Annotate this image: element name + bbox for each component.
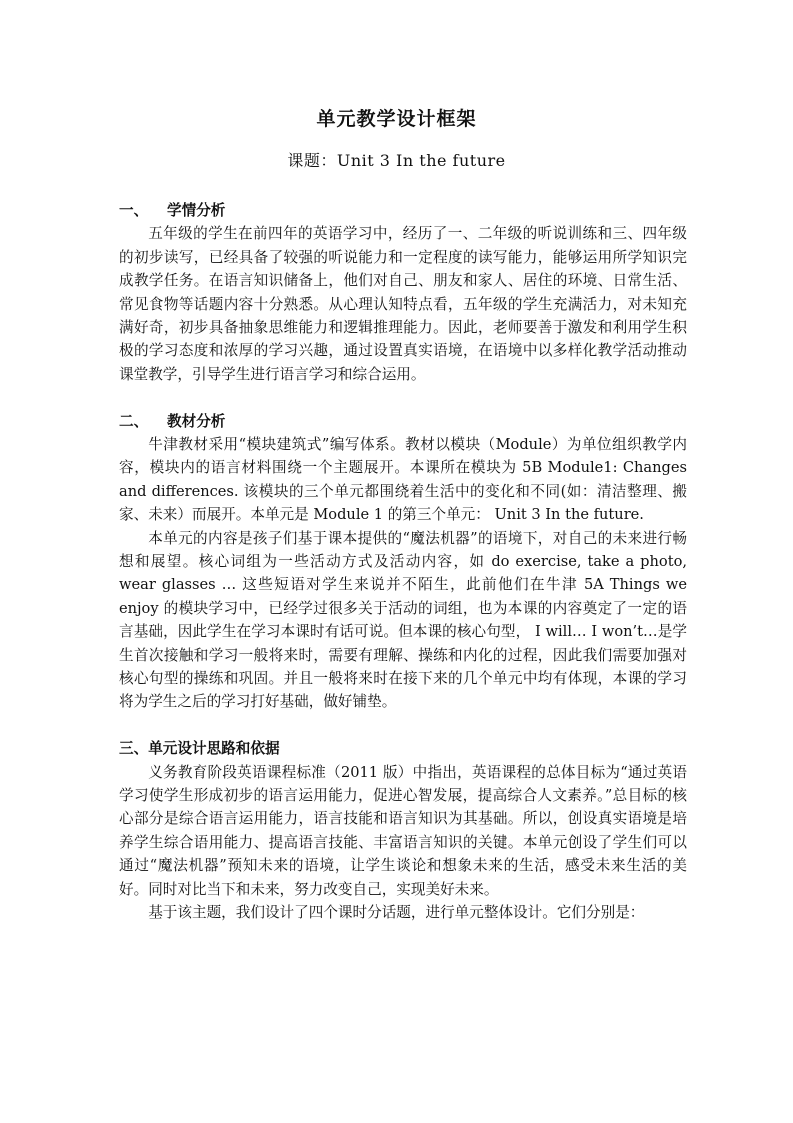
section-title: 单元设计思路和依据	[148, 740, 280, 758]
section-title: 学情分析	[167, 202, 226, 219]
paragraph: 本单元的内容是孩子们基于课本提供的“魔法机器”的语境下，对自己的未来进行畅想和展望。核心词组为一些活动方式及活动内容，如 do exercise, take a photo, wear glasses … 这些短语对学生来说并不陌生，此前他们在牛津 5A Things we enjoy 的模块学习中，已经学过很多关于活动的词组，也为本课的内容奠定了一定的语言基础，因此学生在学习本课时有话可说。但本课的核心句型， I will… I won’t…是学生首次接触和学习一般将来时，需要有理解、操练和内化的过程，因此我们需要加强对核心句型的操练和巩固。并且一般将来时在接下来的几个单元中均有体现，本课的学习将为学生之后的学习打好基础，做好铺垫。	[119, 529, 687, 711]
section-number: 二、	[119, 412, 149, 430]
paragraph: 牛津教材采用“模块建筑式”编写体系。教材以模块（Module）为单位组织教学内容，模块内的语言材料围绕一个主题展开。本课所在模块为 5B Module1: Changes and differences. 该模块的三个单元都围绕着生活中的变化和不同(如：清洁整理、搬家、未来）而展开。本单元是 Module 1 的第三个单元： Unit 3 In the future.	[119, 436, 687, 524]
section-heading	[119, 199, 687, 222]
paragraph-spacer	[119, 386, 687, 409]
section-heading	[119, 737, 687, 760]
section-title: 教材分析	[167, 412, 226, 430]
paragraph: 五年级的学生在前四年的英语学习中，经历了一、二年级的听说训练和三、四年级的初步读写，已经具备了较强的听说能力和一定程度的读写能力，能够运用所学知识完成教学任务。在语言知识储备上，他们对自己、朋友和家人、居住的环境、日常生活、常见食物等话题内容十分熟悉。从心理认知特点看，五年级的学生充满活力，对未知充满好奇，初步具备抽象思维能力和逻辑推理能力。因此，老师要善于激发和利用学生积极的学习态度和浓厚的学习兴趣，通过设置真实语境，在语境中以多样化教学活动推动课堂教学，引导学生进行语言学习和综合运用。	[119, 225, 687, 383]
document-body	[119, 199, 687, 925]
paragraph: 基于该主题，我们设计了四个课时分话题，进行单元整体设计。它们分别是：	[148, 904, 645, 922]
section-heading	[119, 410, 687, 433]
document-subtitle: 课题：Unit 3 In the future	[287, 151, 506, 170]
section-number: 一、	[119, 202, 149, 219]
paragraph: 义务教育阶段英语课程标准（2011 版）中指出，英语课程的总体目标为“通过英语学习使学生形成初步的语言运用能力，促进心智发展，提高综合人文素养。”总目标的核心部分是综合语言运用能力，语言技能和语言知识为其基础。所以，创设真实语境是培养学生综合语用能力、提高语言技能、丰富语言知识的关键。本单元创设了学生们可以通过“魔法机器”预知未来的语境，让学生谈论和想象未来的生活，感受未来生活的美好。同时对比当下和未来，努力改变自己，实现美好未来。	[119, 763, 687, 898]
paragraph-spacer	[119, 714, 687, 737]
document-title: 单元教学设计框架	[316, 108, 477, 130]
section-number: 三、	[119, 740, 149, 758]
